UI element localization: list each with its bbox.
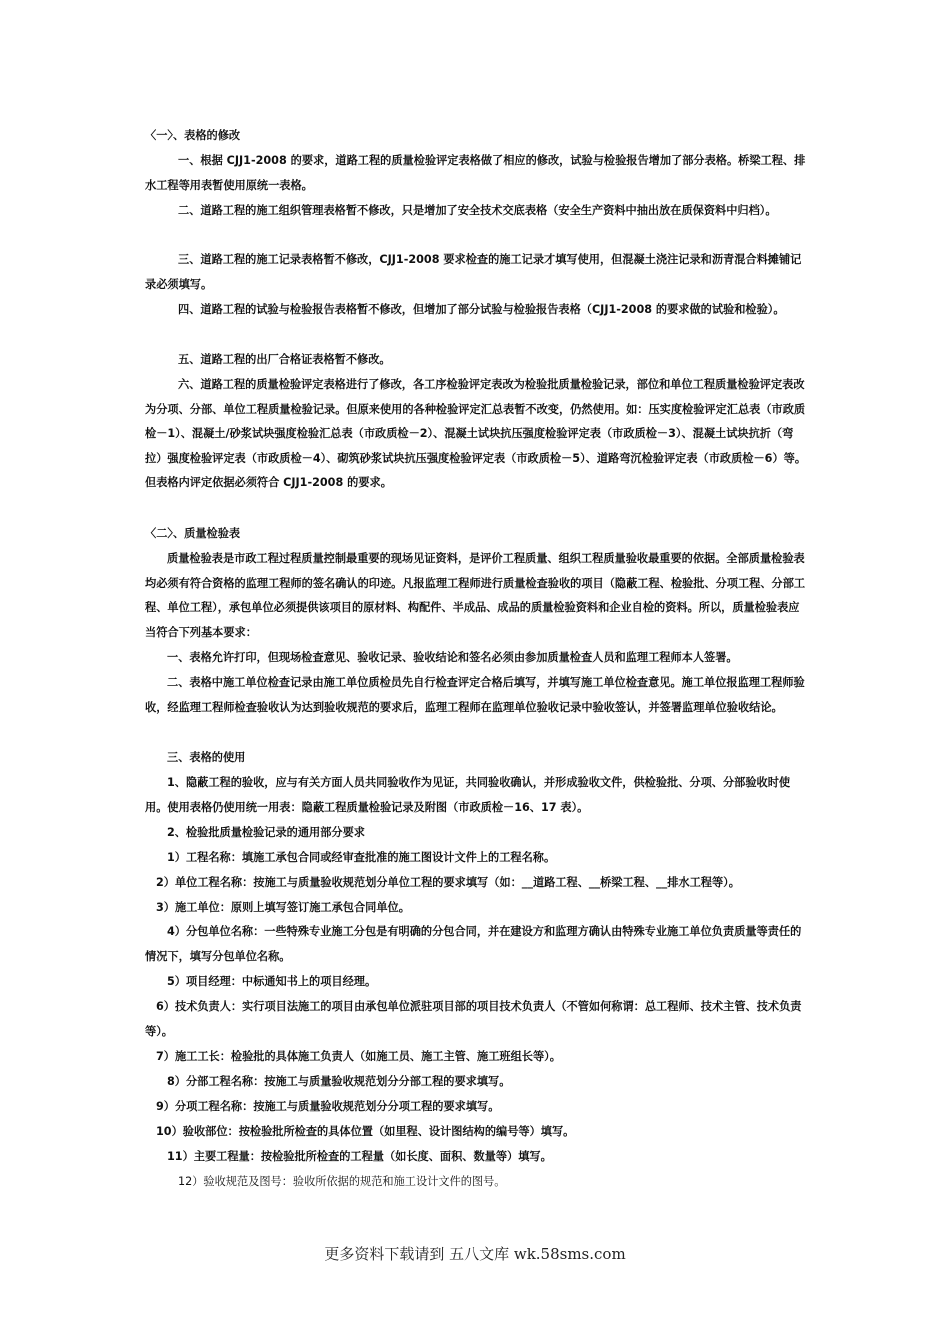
field-item: 7）施工工长：检验批的具体施工负责人（如施工员、施工主管、施工班组长等）。 <box>156 1050 561 1063</box>
section1-item-1: 一、根据 CJJ1-2008 的要求，道路工程的质量检验评定表格做了相应的修改，试验与检验报告增加了部分表格。桥梁工程、排水工程等用表暂使用原统一表格。 <box>145 154 806 192</box>
usage-2: 2、检验批质量检验记录的通用部分要求 <box>167 826 365 839</box>
section1-item-5: 五、道路工程的出厂合格证表格暂不修改。 <box>178 353 391 366</box>
field-item: 11）主要工程量：按检验批所检查的工程量（如长度、面积、数量等）填写。 <box>167 1150 552 1163</box>
field-item: 9）分项工程名称：按施工与质量验收规范划分分项工程的要求填写。 <box>156 1100 500 1113</box>
field-item: 5）项目经理：中标通知书上的项目经理。 <box>167 975 377 988</box>
field-item: 4）分包单位名称：一些特殊专业施工分包是有明确的分包合同，并在建设方和监理方确认由特殊专业施工单位负责质量等责任的情况下，填写分包单位名称。 <box>145 925 802 963</box>
section2-intro: 质量检验表是市政工程过程质量控制最重要的现场见证资料，是评价工程质量、组织工程质量验收最重要的依据。全部质量检验表均必须有符合资格的监理工程师的签名确认的印迹。凡报监理工程师进行质量检查验收的项目（隐蔽工程、检验批、分项工程、分部工程、单位工程），承包单位必须提供该项目的原材料、构配件、半成品、成品的质量检验资料和企业自检的资料。所以，质量检验表应当符合下列基本要求： <box>145 552 806 639</box>
field-item: 10）验收部位：按检验批所检查的具体位置（如里程、设计图结构的编号等）填写。 <box>156 1125 575 1138</box>
section1-item-3: 三、道路工程的施工记录表格暂不修改，CJJ1-2008 要求检查的施工记录才填写使用，但混凝土浇注记录和沥青混合料摊铺记录必须填写。 <box>145 253 802 291</box>
field-item: 12）验收规范及图号：验收所依据的规范和施工设计文件的图号。 <box>178 1175 506 1188</box>
requirement-2: 二、表格中施工单位检查记录由施工单位质检员先自行检查评定合格后填写，并填写施工单位检查意见。施工单位报监理工程师验收，经监理工程师检查验收认为达到验收规范的要求后，监理工程师在监理单位验收记录中验收签认，并签署监理单位验收结论。 <box>145 676 805 714</box>
section1-item-6: 六、道路工程的质量检验评定表格进行了修改，各工序检验评定表改为检验批质量检验记录，部位和单位工程质量检验评定表改为分项、分部、单位工程质量检验记录。但原来使用的各种检验评定汇总表暂不改变，仍然使用。如：压实度检验评定汇总表（市政质检－1）、混凝土/砂浆试块强度检验汇总表（市政质检－2）、混凝土试块抗压强度检验评定表（市政质检－3）、混凝土试块抗折（弯拉）强度检验评定表（市政质检－4）、砌筑砂浆试块抗压强度检验评定表（市政质检－5）、道路弯沉检验评定表（市政质检－6）等。但表格内评定依据必须符合 CJJ1-2008 的要求。 <box>145 378 807 489</box>
requirement-3: 三、表格的使用 <box>167 751 246 764</box>
footer-download-note: 更多资料下载请到 五八文库 wk.58sms.com <box>324 1245 626 1263</box>
section2-heading: 〈二〉、质量检验表 <box>145 527 241 540</box>
field-item: 8）分部工程名称：按施工与质量验收规范划分分部工程的要求填写。 <box>167 1075 511 1088</box>
section1-item-4: 四、道路工程的试验与检验报告表格暂不修改，但增加了部分试验与检验报告表格（CJJ1-2008 的要求做的试验和检验）。 <box>178 303 785 316</box>
section1-heading: 〈一〉、表格的修改 <box>145 129 241 142</box>
field-item: 6）技术负责人：实行项目法施工的项目由承包单位派驻项目部的项目技术负责人（不管如何称谓：总工程师、技术主管、技术负责等）。 <box>145 1000 802 1038</box>
requirement-1: 一、表格允许打印，但现场检查意见、验收记录、验收结论和签名必须由参加质量检查人员和监理工程师本人签署。 <box>167 651 738 664</box>
field-item: 1）工程名称：填施工承包合同或经审查批准的施工图设计文件上的工程名称。 <box>167 851 556 864</box>
field-item: 2）单位工程名称：按施工与质量验收规范划分单位工程的要求填写（如：__道路工程、__桥梁工程、__排水工程等）。 <box>156 876 740 889</box>
field-item: 3）施工单位：原则上填写签订施工承包合同单位。 <box>156 901 410 914</box>
usage-1: 1、隐蔽工程的验收，应与有关方面人员共同验收作为见证，共同验收确认，并形成验收文件，供检验批、分项、分部验收时使用。使用表格仍使用统一用表：隐蔽工程质量检验记录及附图（市政质检－16、17 表）。 <box>145 776 791 814</box>
section1-item-2: 二、道路工程的施工组织管理表格暂不修改，只是增加了安全技术交底表格（安全生产资料中抽出放在质保资料中归档）。 <box>178 204 777 217</box>
